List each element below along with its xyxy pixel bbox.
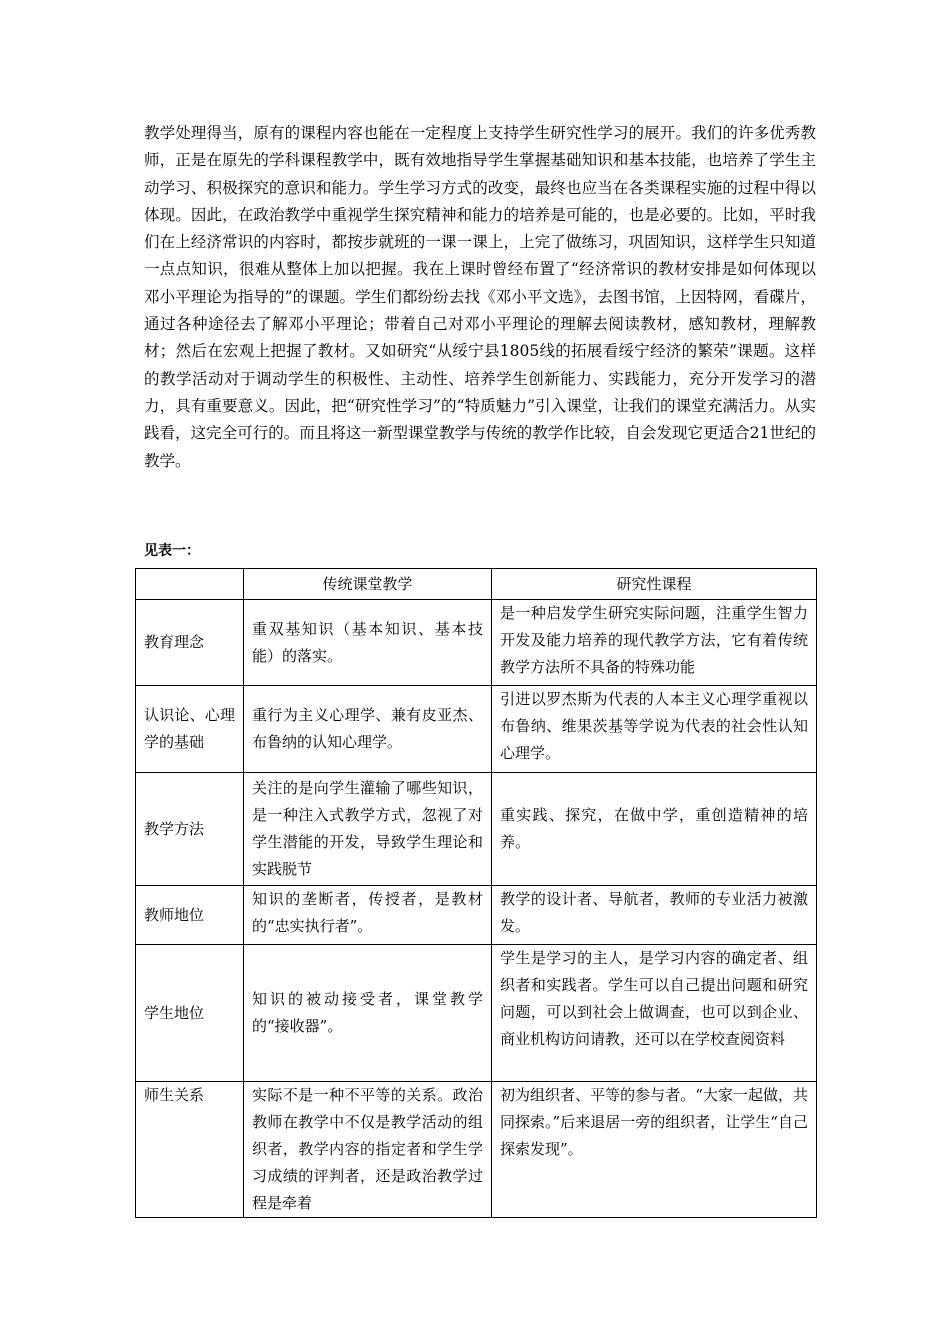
row-label: 教师地位 (136, 886, 244, 945)
row-label: 学生地位 (136, 945, 244, 1082)
table-caption: 见表一： (144, 543, 200, 559)
header-cell-traditional: 传统课堂教学 (244, 569, 492, 600)
table-row (136, 686, 817, 773)
header-cell-empty (136, 569, 244, 600)
research-cell: 教学的设计者、导航者，教师的专业活力被激发。 (492, 886, 817, 945)
research-cell: 重实践、探究，在做中学，重创造精神的培养。 (492, 773, 817, 886)
table-row (136, 886, 817, 945)
table-row (136, 773, 817, 886)
row-label: 认识论、心理学的基础 (136, 686, 244, 773)
comparison-table (135, 568, 817, 1218)
research-cell: 初为组织者、平等的参与者。“大家一起做，共同探索。”后来退居一旁的组织者，让学生“自己探索发现”。 (492, 1082, 817, 1218)
traditional-cell: 知识的垄断者，传授者，是教材的“忠实执行者”。 (244, 886, 492, 945)
row-label: 师生关系 (136, 1082, 244, 1218)
table-row (136, 945, 817, 1082)
header-cell-research: 研究性课程 (492, 569, 817, 600)
traditional-cell: 知识的被动接受者，课堂教学的“接收器”。 (244, 945, 492, 1082)
traditional-cell: 实际不是一种不平等的关系。政治教师在教学中不仅是教学活动的组织者，教学内容的指定者和学生学习成绩的评判者，还是政治教学过程是牵着 (244, 1082, 492, 1218)
row-label: 教学方法 (136, 773, 244, 886)
body-paragraph: 教学处理得当，原有的课程内容也能在一定程度上支持学生研究性学习的展开。我们的许多优秀教师，正是在原先的学科课程教学中，既有效地指导学生掌握基础知识和基本技能，也培养了学生主动学习、积极探究的意识和能力。学生学习方式的改变，最终也应当在各类课程实施的过程中得以体现。因此，在政治教学中重视学生探究精神和能力的培养是可能的，也是必要的。比如，平时我们在上经济常识的内容时，都按步就班的一课一课上，上完了做练习，巩固知识，这样学生只知道一点点知识，很难从整体上加以把握。我在上课时曾经布置了“经济常识的教材安排是如何体现以邓小平理论为指导的”的课题。学生们都纷纷去找《邓小平文选》，去图书馆，上因特网，看碟片，通过各种途径去了解邓小平理论；带着自己对邓小平理论的理解去阅读教材，感知教材，理解教材；然后在宏观上把握了教材。又如研究“从绥宁县1805线的拓展看绥宁经济的繁荣”课题。这样的教学活动对于调动学生的积极性、主动性、培养学生创新能力、实践能力，充分开发学习的潜力，具有重要意义。因此，把“研究性学习”的“特质魅力”引入课堂，让我们的课堂充满活力。从实践看，这完全可行的。而且将这一新型课堂教学与传统的教学作比较，自会发现它更适合21世纪的教学。 (144, 124, 816, 470)
traditional-cell: 关注的是向学生灌输了哪些知识，是一种注入式教学方式，忽视了对学生潜能的开发，导致学生理论和实践脱节 (244, 773, 492, 886)
table-row (136, 1082, 817, 1218)
table-header-row (136, 569, 817, 600)
row-label: 教育理念 (136, 600, 244, 686)
traditional-cell: 重行为主义心理学、兼有皮亚杰、布鲁纳的认知心理学。 (244, 686, 492, 773)
traditional-cell: 重双基知识（基本知识、基本技能）的落实。 (244, 600, 492, 686)
research-cell: 是一种启发学生研究实际问题，注重学生智力开发及能力培养的现代教学方法，它有着传统教学方法所不具备的特殊功能 (492, 600, 817, 686)
research-cell: 引进以罗杰斯为代表的人本主义心理学重视以布鲁纳、维果茨基等学说为代表的社会性认知心理学。 (492, 686, 817, 773)
research-cell: 学生是学习的主人，是学习内容的确定者、组织者和实践者。学生可以自己提出问题和研究问题，可以到社会上做调查，也可以到企业、商业机构访问请教，还可以在学校查阅资料 (492, 945, 817, 1082)
table-row (136, 600, 817, 686)
